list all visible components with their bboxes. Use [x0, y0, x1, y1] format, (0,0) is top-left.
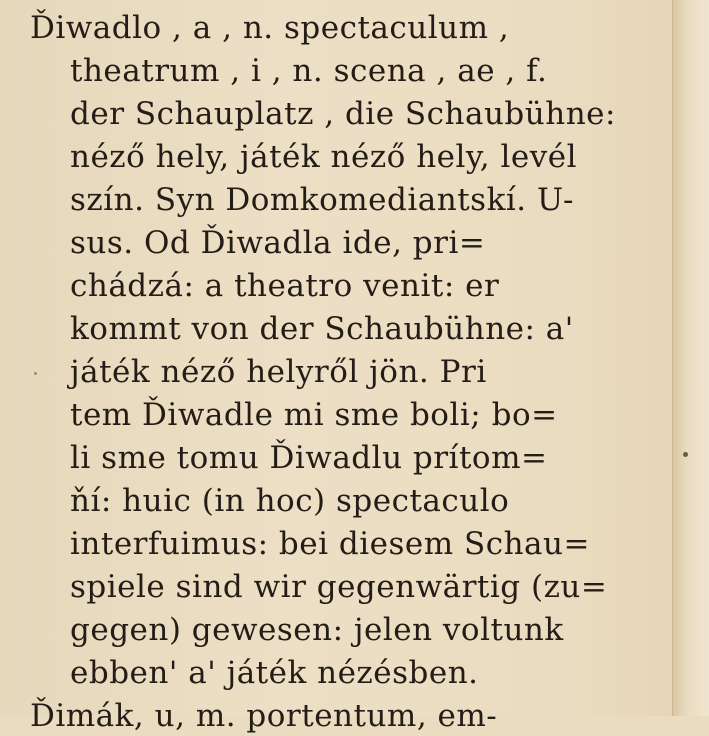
entry-line: theatrum , i , n. scena , ae , f.	[70, 53, 548, 89]
entry-line: sus. Od Ďiwadla ide, pri=	[70, 225, 486, 261]
entry-line: szín. Syn Domkomediantskí. U-	[70, 182, 575, 218]
entry-line: ebben' a' játék nézésben.	[70, 655, 479, 691]
entry-line: der Schauplatz , die Schaubühne:	[70, 96, 616, 132]
entry-line: játék néző helyről jön. Pri	[70, 354, 487, 390]
entry-line: interfuimus: bei diesem Schau=	[70, 526, 590, 562]
ink-speck	[34, 372, 37, 375]
entry-line: Ďimák, u, m. portentum, em-	[30, 698, 498, 734]
entry-line: chádzá: a theatro venit: er	[70, 268, 500, 304]
entry-line: spiele sind wir gegenwärtig (zu=	[70, 569, 608, 605]
entry-line: néző hely, játék néző hely, levél	[70, 139, 578, 175]
page-edge	[672, 0, 709, 716]
entry-line: ňí: huic (in hoc) spectaculo	[70, 483, 510, 519]
entry-line: li sme tomu Ďiwadlu prítom=	[70, 440, 548, 476]
entry-line: kommt von der Schaubühne: a'	[70, 311, 574, 347]
entry-line: Ďiwadlo , a , n. spectaculum ,	[30, 10, 510, 46]
entry-line: tem Ďiwadle mi sme boli; bo=	[70, 397, 558, 433]
ink-speck	[683, 452, 688, 457]
entry-line: gegen) gewesen: jelen voltunk	[70, 612, 564, 648]
